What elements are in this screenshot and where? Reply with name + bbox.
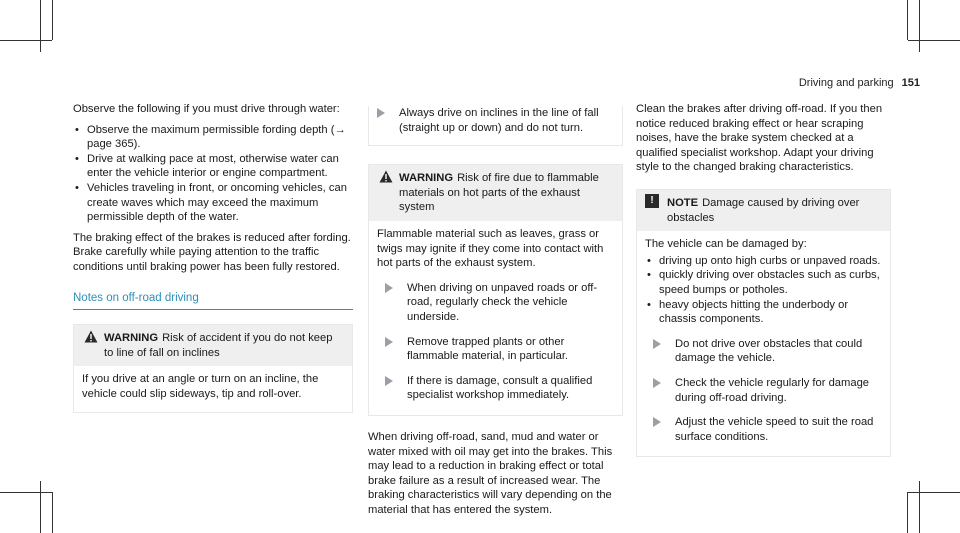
note-label: NOTE (667, 196, 699, 209)
water-intro: Observe the following if you must drive through water: (73, 103, 340, 115)
crop-mark (52, 492, 53, 533)
column-1 (73, 102, 353, 413)
warning-header (74, 325, 352, 366)
crop-mark (0, 492, 52, 493)
column-2 (368, 102, 623, 523)
water-bullet-list (73, 123, 353, 225)
exclamation-icon: ! (645, 194, 659, 208)
warning-label: WARNING (399, 172, 454, 185)
crop-mark (919, 481, 920, 533)
step-item (645, 376, 882, 405)
note-header (637, 190, 890, 231)
warning-triangle-icon (379, 170, 393, 188)
page-number: 151 (901, 77, 920, 89)
list-item: • heavy objects hitting the underbody or chassis components. (645, 298, 882, 327)
warning-box-continued (368, 106, 623, 146)
step-text: Always drive on inclines in the line of fall (straight up or down) and do not turn. (399, 107, 599, 134)
step-item (377, 374, 614, 403)
running-header (799, 76, 920, 91)
warning-text: Flammable material such as leaves, grass or twigs may ignite if they come into contact with hot parts of the exhaust system. (377, 227, 604, 270)
offroad-brakes-paragraph: When driving off-road, sand, mud and water or water mixed with oil may get into the brakes. This may lead to a reduction in braking effect or total brake failure as a result of increased wear. The braking characteristics will vary depending on the material that has entered the system. (368, 430, 613, 516)
list-item: • Drive at walking pace at most, otherwise water can enter the vehicle interior or engine compartment. (73, 152, 353, 181)
header-section: Driving and parking (798, 77, 894, 89)
list-item: • quickly driving over obstacles such as curbs, speed bumps or potholes. (645, 268, 882, 297)
list-item: • Observe the maximum permissible fording depth (→ page 365). (73, 123, 353, 152)
step-text: Do not drive over obstacles that could damage the vehicle. (675, 337, 863, 365)
step-text: When driving on unpaved roads or off-road, regularly check the vehicle underside. (407, 281, 598, 323)
crop-mark (40, 0, 41, 52)
warning-body: If you drive at an angle or turn on an incline, the vehicle could slip sideways, tip and roll-over. (82, 373, 319, 400)
braking-paragraph: The braking effect of the brakes is reduced after fording. Brake carefully while paying attention to the traffic conditions until braking power has been fully restored. (73, 231, 351, 273)
step-item (369, 106, 622, 135)
crop-mark (908, 492, 960, 493)
list-item: • Vehicles traveling in front, or oncoming vehicles, can create waves which may exceed the maximum permissible depth of the water. (73, 181, 353, 225)
list-item: • driving up onto high curbs or unpaved roads. (645, 254, 882, 269)
step-text: If there is damage, consult a qualified specialist workshop immediately. (407, 374, 593, 402)
step-text: Adjust the vehicle speed to suit the road surface conditions. (675, 416, 874, 443)
clean-brakes-paragraph: Clean the brakes after driving off-road. If you then notice reduced braking effect or hear scraping noises, have the brake system checked at a qualified specialist workshop. Adapt your driving style to the changed braking characteristics. (636, 103, 883, 174)
step-text: Remove trapped plants or other flammable material, in particular. (407, 335, 569, 363)
warning-box (368, 164, 623, 416)
step-text: Check the vehicle regularly for damage during off-road driving. (675, 376, 870, 404)
warning-triangle-icon (84, 330, 98, 348)
note-title: Damage caused by driving over obstacles (667, 196, 860, 224)
crop-mark (52, 0, 53, 40)
warning-label: WARNING (104, 332, 159, 345)
column-3 (636, 102, 891, 457)
crop-mark (907, 0, 908, 40)
step-item (377, 335, 614, 364)
note-bullet-list (645, 254, 882, 327)
warning-box (73, 324, 353, 412)
note-box (636, 189, 891, 457)
warning-header (369, 165, 622, 221)
step-item (645, 337, 882, 366)
crop-mark (0, 40, 52, 41)
step-arrow-icon (385, 337, 393, 347)
warning-title: Risk of fire due to flammable materials on hot parts of the exhaust system (399, 172, 599, 214)
note-body (637, 231, 890, 456)
crop-mark (40, 481, 41, 533)
crop-mark (919, 0, 920, 52)
step-arrow-icon (653, 417, 661, 427)
crop-mark (907, 492, 908, 533)
crop-mark (908, 40, 960, 41)
step-item (377, 281, 614, 325)
warning-title: Risk of accident if you do not keep to line of fall on inclines (104, 332, 333, 359)
step-item (645, 415, 882, 444)
step-arrow-icon (385, 376, 393, 386)
step-arrow-icon (385, 283, 393, 293)
step-arrow-icon (377, 108, 385, 118)
warning-body (369, 221, 622, 415)
step-arrow-icon (653, 339, 661, 349)
section-title: Notes on off-road driving (73, 291, 353, 311)
step-arrow-icon (653, 378, 661, 388)
note-intro: The vehicle can be damaged by: (645, 238, 807, 251)
